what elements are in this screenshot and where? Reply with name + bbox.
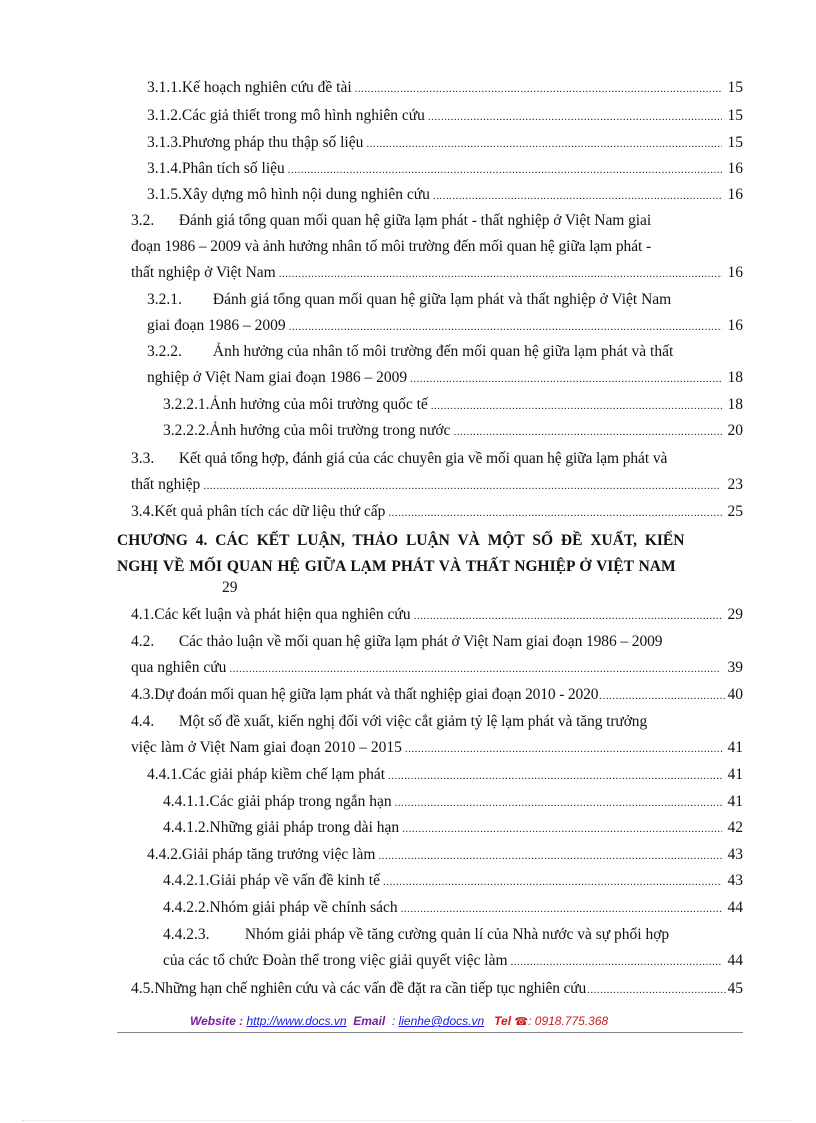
toc-page-number: 16 (727, 317, 743, 334)
toc-number: 4.4.2.2. (163, 899, 210, 916)
toc-number: 4.4.2. (147, 846, 182, 863)
toc-page-number: 44 (727, 952, 743, 969)
toc-title-line-1: Một số đề xuất, kiến nghị đối với việc cắt giảm tỷ lệ lạm phát và tăng trưởng (178, 713, 648, 730)
email-label: Email (353, 1014, 386, 1028)
toc-number: 3.2.2.2. (163, 422, 210, 439)
toc-number: 4.4.2.1. (163, 872, 210, 889)
toc-page-number: 15 (727, 134, 743, 151)
toc-title: Ảnh hưởng của môi trường quốc tế (209, 396, 428, 413)
toc-page-number: 41 (727, 766, 743, 783)
toc-number: 4.4.1.1. (163, 793, 210, 810)
toc-page-number: 18 (727, 369, 743, 386)
toc-entry-4-4-2[interactable] (147, 846, 743, 870)
toc-number: 3.2. (131, 212, 155, 229)
toc-page-number: 15 (727, 107, 743, 124)
dot-leader (401, 903, 722, 915)
toc-entry-4-1[interactable] (131, 606, 743, 630)
toc-entry-3-1-5[interactable] (147, 186, 743, 210)
phone-icon: ☎ (514, 1016, 529, 1028)
toc-entry-4-5[interactable] (131, 980, 743, 1004)
toc-title: Kế hoạch nghiên cứu đề tài (181, 79, 352, 96)
dot-leader (433, 190, 722, 202)
dot-leader (511, 956, 722, 968)
toc-page-number: 43 (727, 846, 743, 863)
toc-page-number: 16 (727, 160, 743, 177)
toc-page-number: 20 (727, 422, 743, 439)
dot-leader (453, 426, 721, 438)
toc-title-line-2: qua nghiên cứu (131, 659, 227, 676)
toc-number: 4.3. (131, 686, 155, 703)
toc-entry-4-4-2-1[interactable] (163, 872, 743, 896)
toc-title: Các giải pháp trong ngắn hạn (209, 793, 392, 810)
dot-leader (378, 850, 721, 862)
toc-title: Các giả thiết trong mô hình nghiên cứu (181, 107, 425, 124)
toc-title-line-2: thất nghiệp (131, 476, 201, 493)
toc-entry-3-2-2-2[interactable] (163, 422, 743, 446)
toc-page-number: 39 (727, 659, 743, 676)
toc-page-number: 16 (727, 186, 743, 203)
toc-title: Xây dựng mô hình nội dung nghiên cứu (181, 186, 430, 203)
toc-number: 4.1. (131, 606, 155, 623)
dot-leader (599, 690, 725, 702)
toc-number: 4.2. (131, 633, 155, 650)
toc-title: Dự đoán mối quan hệ giữa lạm phát và thất nghiệp giai đoạn 2010 - 2020 (154, 686, 599, 703)
toc-title: Phân tích số liệu (181, 160, 285, 177)
toc-page-number: 25 (727, 503, 743, 520)
dot-leader (355, 83, 722, 95)
chapter-title-line-2: NGHỊ VỀ MỐI QUAN HỆ GIỮA LẠM PHÁT VÀ THẤT NGHIỆP Ở VIỆT NAM (117, 558, 676, 575)
dot-leader (414, 610, 722, 622)
phone-number: : 0918.775.368 (528, 1014, 609, 1028)
toc-page-number: 41 (727, 739, 743, 756)
dot-leader (289, 321, 722, 333)
toc-number: 4.4.1.2. (163, 819, 210, 836)
toc-number: 4.5. (131, 980, 155, 997)
page-footer (190, 1014, 608, 1028)
website-label: Website : (190, 1014, 244, 1028)
toc-title-line-1: Ảnh hưởng của nhân tố môi trường đến mối quan hệ giữa lạm phát và thất (212, 343, 674, 360)
toc-entry-4-4-2-2[interactable] (163, 899, 743, 923)
website-link[interactable]: http://www.docs.vn (246, 1014, 347, 1028)
toc-number: 3.2.2. (147, 343, 182, 360)
toc-title: Giải pháp tăng trưởng việc làm (181, 846, 376, 863)
toc-page-number: 15 (727, 79, 743, 96)
toc-entry-3-2-2-1[interactable] (163, 396, 743, 420)
toc-entry-3-1-2[interactable] (147, 107, 743, 131)
dot-leader (410, 373, 721, 385)
toc-number: 3.1.1. (147, 79, 182, 96)
toc-entry-3-1-1[interactable] (147, 79, 743, 103)
dot-leader (279, 268, 722, 280)
toc-page-number: 29 (727, 606, 743, 623)
toc-number: 3.1.5. (147, 186, 182, 203)
toc-number: 3.2.2.1. (163, 396, 210, 413)
toc-page-number: 42 (727, 819, 743, 836)
toc-title: Nhóm giải pháp về chính sách (209, 899, 398, 916)
toc-number: 3.3. (131, 450, 155, 467)
toc-title: Những hạn chế nghiên cứu và các vấn đề đặt ra cần tiếp tục nghiên cứu (154, 980, 587, 997)
footer-divider (117, 1032, 743, 1033)
toc-number: 3.1.2. (147, 107, 182, 124)
toc-number: 3.4. (131, 503, 155, 520)
dot-leader (388, 507, 721, 519)
toc-title: Các giải pháp kiềm chế lạm phát (181, 766, 386, 783)
toc-title-line-1: Nhóm giải pháp về tăng cường quản lí của Nhà nước và sự phối hợp (244, 926, 670, 943)
dot-leader (402, 823, 721, 835)
toc-page-number: 16 (727, 264, 743, 281)
toc-title: Kết quả phân tích các dữ liệu thứ cấp (154, 503, 386, 520)
toc-entry-4-3[interactable] (131, 686, 743, 710)
toc-number: 4.4. (131, 713, 155, 730)
toc-number: 3.2.1. (147, 291, 182, 308)
toc-title-line-1: Đánh giá tổng quan mối quan hệ giữa lạm phát và thất nghiệp ở Việt Nam (212, 291, 672, 308)
toc-title: Ảnh hưởng của môi trường trong nước (209, 422, 451, 439)
page-bottom-border (22, 1120, 792, 1122)
toc-title-line-1: Các thảo luận về mối quan hệ giữa lạm phát ở Việt Nam giai đoạn 1986 – 2009 (178, 633, 663, 650)
toc-title: Giải pháp về vấn đề kinh tế (209, 872, 380, 889)
toc-entry-3-4[interactable] (131, 503, 743, 527)
toc-chapter-page-number: 29 (222, 579, 238, 596)
toc-page-number: 23 (727, 476, 743, 493)
toc-number: 4.4.2.3. (163, 926, 210, 943)
toc-entry-3-1-4[interactable] (147, 160, 743, 184)
email-separator: : (391, 1014, 396, 1028)
toc-title-line-1: Đánh giá tổng quan mối quan hệ giữa lạm phát - thất nghiệp ở Việt Nam giai (178, 212, 652, 229)
dot-leader (383, 876, 722, 888)
toc-page-number: 45 (727, 980, 743, 997)
dot-leader (428, 111, 722, 123)
dot-leader (395, 797, 722, 809)
toc-page-number: 40 (727, 686, 743, 703)
toc-title-line-2: đoạn 1986 – 2009 và ảnh hưởng nhân tố môi trường đến mối quan hệ giữa lạm phát - (131, 238, 652, 255)
toc-entry-4-4-1[interactable] (147, 766, 743, 790)
toc-entry-4-4-1-1[interactable] (163, 793, 743, 817)
dot-leader (203, 480, 720, 492)
dot-leader (229, 663, 721, 675)
toc-title-line-1: Kết quả tổng hợp, đánh giá của các chuyên gia về mối quan hệ giữa lạm phát và (178, 450, 668, 467)
toc-title-line-2: nghiệp ở Việt Nam giai đoạn 1986 – 2009 (147, 369, 408, 386)
toc-page-number: 43 (727, 872, 743, 889)
dot-leader (405, 743, 722, 755)
dot-leader (388, 770, 721, 782)
tel-label: Tel (494, 1014, 512, 1028)
dot-leader (288, 164, 722, 176)
toc-title: Phương pháp thu thập số liệu (181, 134, 364, 151)
dot-leader (587, 984, 725, 996)
toc-title: Các kết luận và phát hiện qua nghiên cứu (154, 606, 411, 623)
toc-number: 3.1.3. (147, 134, 182, 151)
toc-page-number: 18 (727, 396, 743, 413)
toc-entry-3-1-3[interactable] (147, 134, 743, 158)
dot-leader (366, 138, 721, 150)
toc-chapter-4[interactable] (117, 528, 743, 580)
toc-title-line-2: của các tổ chức Đoàn thể trong việc giải quyết việc làm (163, 952, 508, 969)
toc-title: Những giải pháp trong dài hạn (209, 819, 400, 836)
dot-leader (431, 400, 722, 412)
toc-entry-4-4-1-2[interactable] (163, 819, 743, 843)
toc-number: 3.1.4. (147, 160, 182, 177)
toc-title-line-2: việc làm ở Việt Nam giai đoạn 2010 – 2015 (131, 739, 402, 756)
toc-page-number: 44 (727, 899, 743, 916)
toc-title-line-2: giai đoạn 1986 – 2009 (147, 317, 286, 334)
toc-page-number: 41 (727, 793, 743, 810)
toc-title-line-3: thất nghiệp ở Việt Nam (131, 264, 276, 281)
toc-number: 4.4.1. (147, 766, 182, 783)
chapter-title-line-1: CHƯƠNG 4. CÁC KẾT LUẬN, THẢO LUẬN VÀ MỘT SỐ ĐỀ XUẤT, KIẾN (117, 532, 685, 549)
email-link[interactable]: lienhe@docs.vn (398, 1014, 485, 1028)
